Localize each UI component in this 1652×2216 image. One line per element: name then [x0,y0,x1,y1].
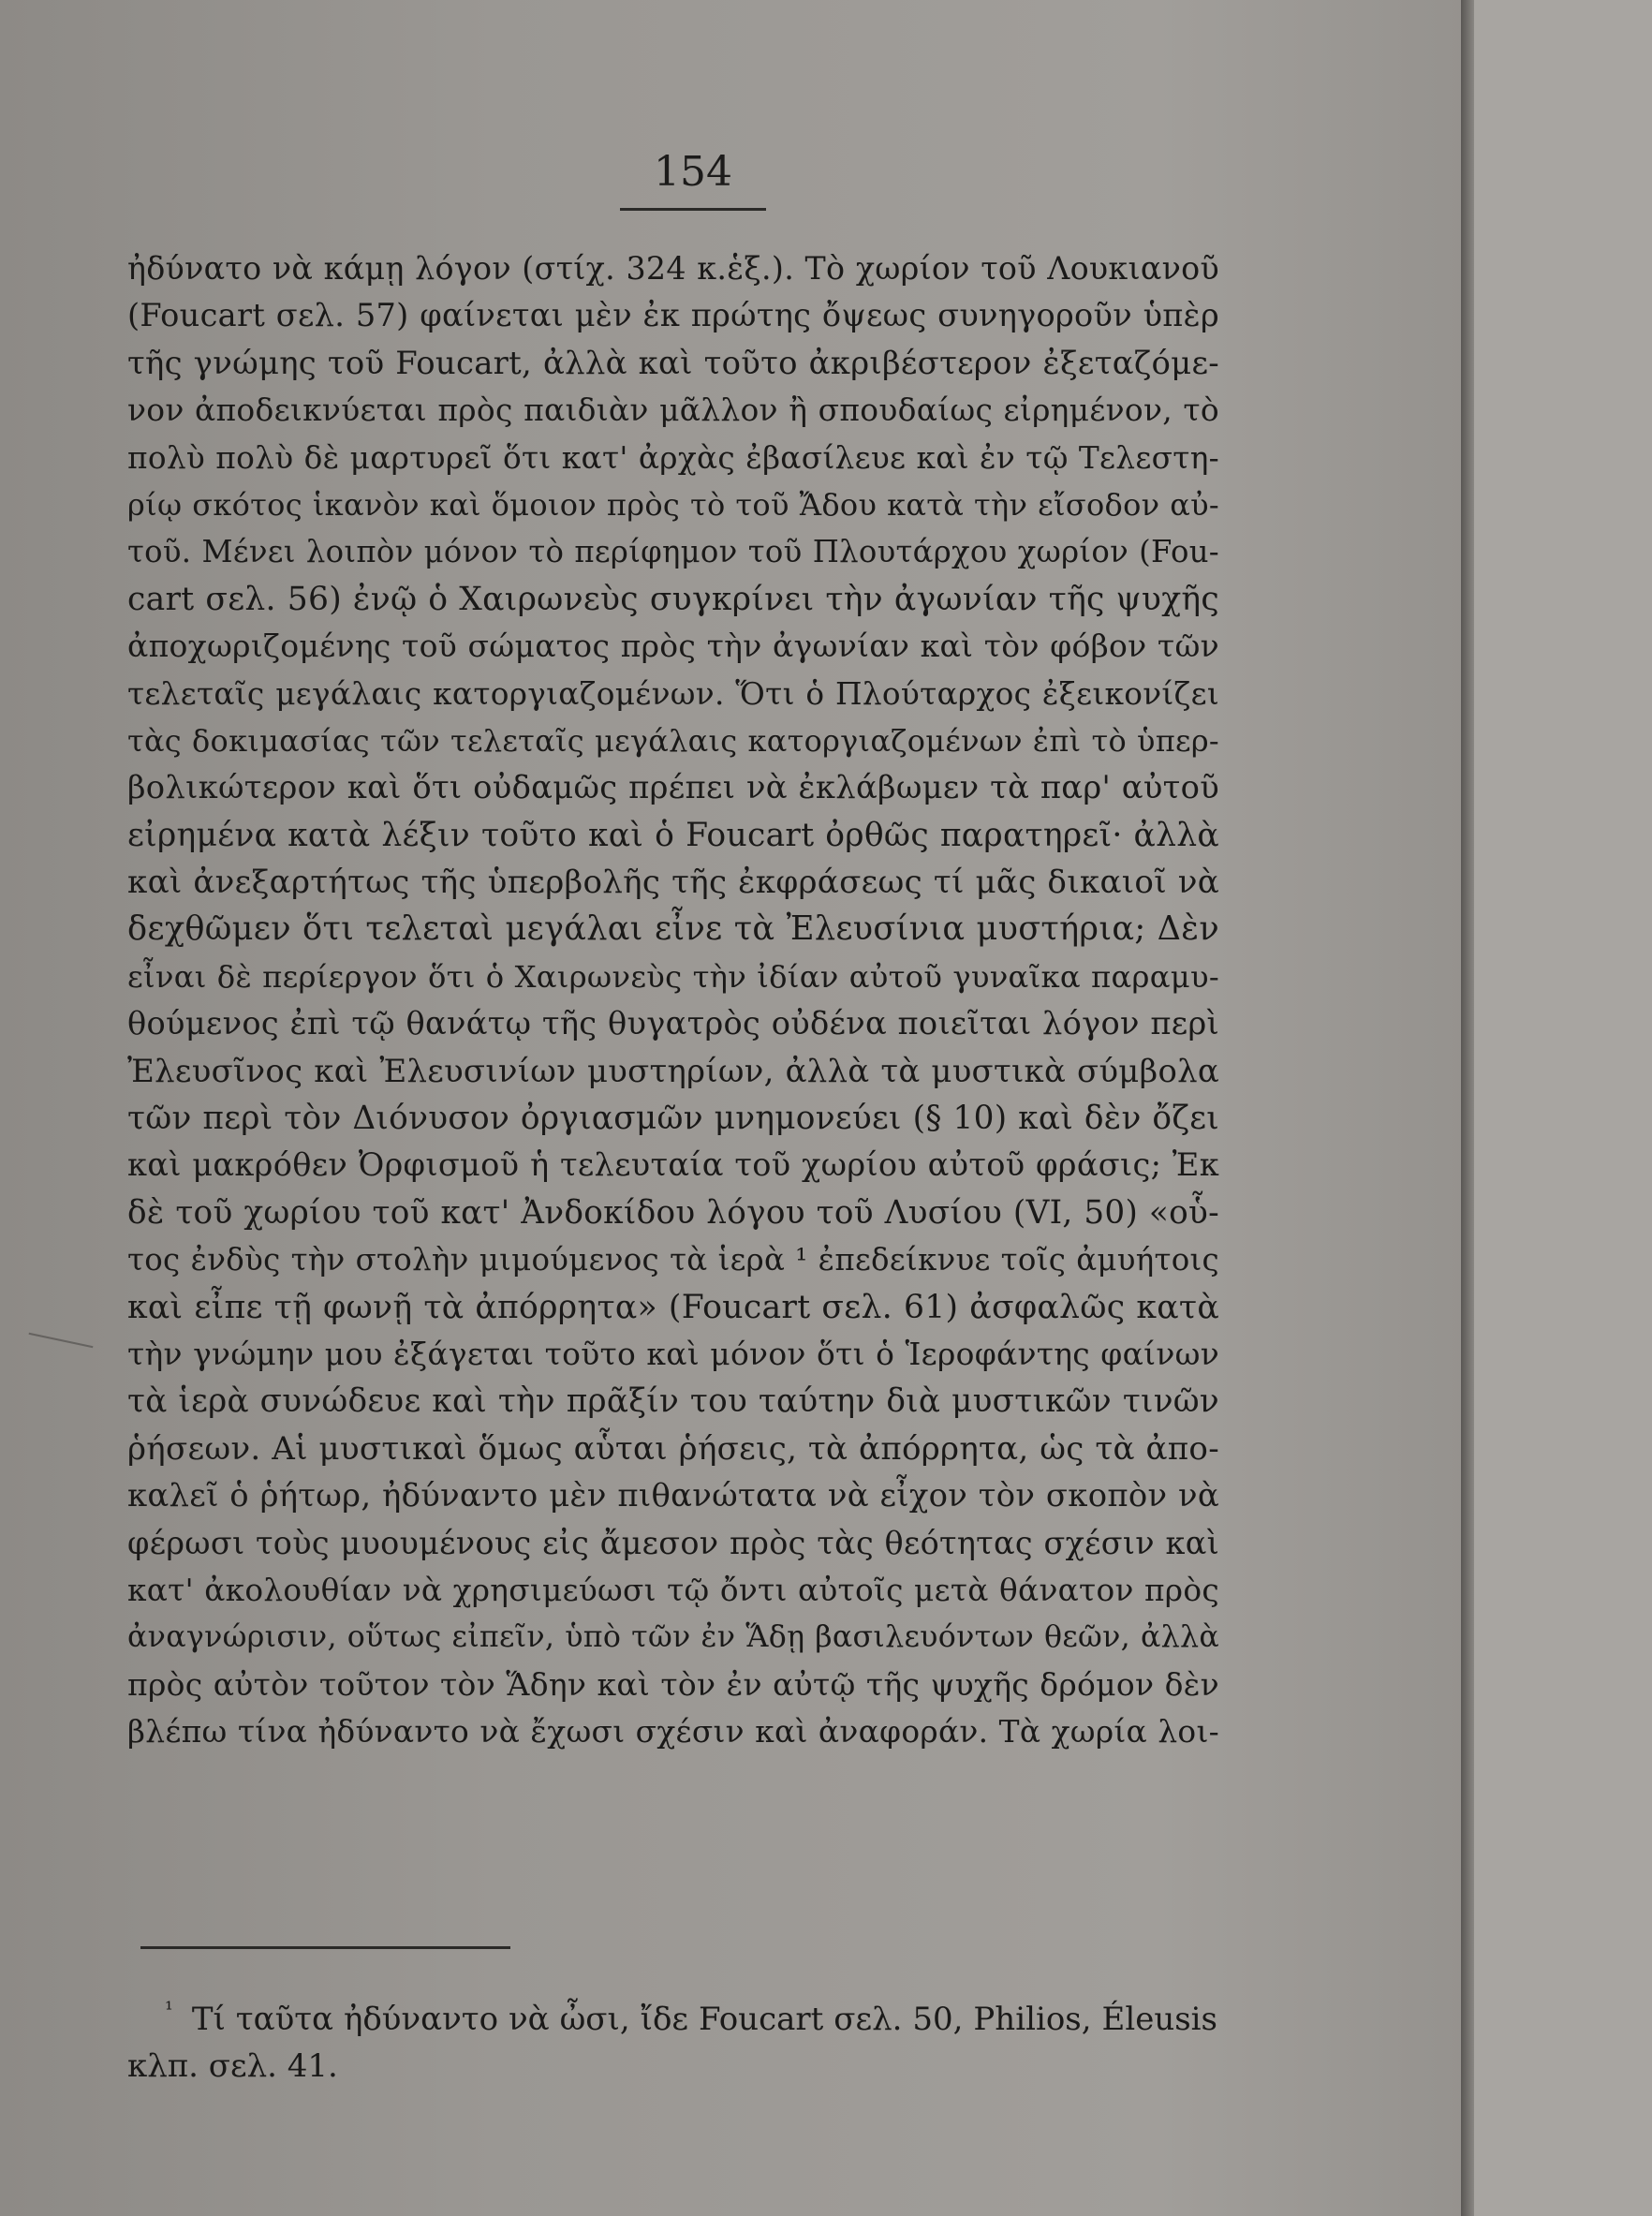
text-line: τοῦ. Μένει λοιπὸν μόνον τὸ περίφημον τοῦ Πλουτάρχου χωρίον (Fou- [127,534,1219,570]
text-line: τὰς δοκιμασίας τῶν τελεταῖς μεγάλαις κατοργιαζομένων ἐπὶ τὸ ὑπερ- [127,722,1219,759]
text-line: ἠδύνατο νὰ κάμῃ λόγον (στίχ. 324 κ.ἑξ.). Τὸ χωρίον τοῦ Λουκιανοῦ [127,250,1219,287]
text-line: πρὸς αὐτὸν τοῦτον τὸν Ἅδην καὶ τὸν ἐν αὐτῷ τῆς ψυχῆς δρόμον δὲν [127,1665,1219,1703]
text-line: φέρωσι τοὺς μυουμένους εἰς ἄμεσον πρὸς τὰς θεότητας σχέσιν καὶ [127,1524,1219,1561]
text-line: εἶναι δὲ περίεργον ὅτι ὁ Χαιρωνεὺς τὴν ἰδίαν αὐτοῦ γυναῖκα παραμυ- [127,958,1219,995]
footnote-line-1 [165,1987,1217,2043]
margin-pencil-mark [29,1333,94,1349]
text-line: cart σελ. 56) ἐνῷ ὁ Χαιρωνεὺς συγκρίνει τὴν ἀγωνίαν τῆς ψυχῆς [127,580,1219,618]
text-line: πολὺ πολὺ δὲ μαρτυρεῖ ὅτι κατ' ἀρχὰς ἐβασίλευε καὶ ἐν τῷ Τελεστη- [127,439,1219,476]
page-number: 154 [654,148,732,196]
text-line: θούμενος ἐπὶ τῷ θανάτῳ τῆς θυγατρὸς οὐδένα ποιεῖται λόγον περὶ [127,1005,1219,1042]
text-line: βολικώτερον καὶ ὅτι οὐδαμῶς πρέπει νὰ ἐκλάβωμεν τὰ παρ' αὐτοῦ [127,769,1219,806]
text-line: ῥήσεων. Αἱ μυστικαὶ ὅμως αὗται ῥήσεις, τὰ ἀπόρρητα, ὡς τὰ ἀπο- [127,1429,1219,1468]
text-line: Ἐλευσῖνος καὶ Ἐλευσινίων μυστηρίων, ἀλλὰ τὰ μυστικὰ σύμβολα [127,1052,1219,1089]
footnote-marker: ¹ [165,1999,173,2022]
text-line: κατ' ἀκολουθίαν νὰ χρησιμεύωσι τῷ ὄντι αὐτοῖς μετὰ θάνατον πρὸς [127,1572,1219,1608]
footnote-text-1: Τί ταῦτα ἠδύναντο νὰ ὦσι, ἴδε Foucart σελ. 50, Philios, Éleusis [191,2001,1217,2038]
text-line: καὶ εἶπε τῇ φωνῇ τὰ ἀπόρρητα» (Foucart σελ. 61) ἀσφαλῶς κατὰ [127,1288,1219,1326]
text-line: τελεταῖς μεγάλαις κατοργιαζομένων. Ὅτι ὁ Πλούταρχος ἐξεικονίζει [127,675,1219,712]
text-line: ἀναγνώρισιν, οὕτως εἰπεῖν, ὑπὸ τῶν ἐν Ἅδῃ βασιλευόντων θεῶν, ἀλλὰ [127,1620,1219,1655]
text-line: τὰ ἱερὰ συνώδευε καὶ τὴν πρᾶξίν του ταύτην διὰ μυστικῶν τινῶν [127,1382,1219,1421]
footnote [127,1987,1217,2090]
text-line: βλέπω τίνα ἠδύναντο νὰ ἔχωσι σχέσιν καὶ ἀναφοράν. Τὰ χωρία λοι- [127,1714,1219,1751]
text-line: καὶ ἀνεξαρτήτως τῆς ὑπερβολῆς τῆς ἐκφράσεως τί μᾶς δικαιοῖ νὰ [127,864,1219,902]
text-line: τὴν γνώμην μου ἐξάγεται τοῦτο καὶ μόνον ὅτι ὁ Ἱεροφάντης φαίνων [127,1335,1219,1372]
text-line: ἀποχωριζομένης τοῦ σώματος πρὸς τὴν ἀγωνίαν καὶ τὸν φόβον τῶν [127,628,1219,665]
book-gutter-shadow [1461,0,1474,2216]
text-line: νον ἀποδεικνύεται πρὸς παιδιὰν μᾶλλον ἢ σπουδαίως εἰρημένον, τὸ [127,391,1219,429]
text-line: τος ἐνδὺς τὴν στολὴν μιμούμενος τὰ ἱερὰ ¹ ἐπεδείκνυε τοῖς ἀμυήτοις [127,1242,1219,1278]
text-line: τῶν περὶ τὸν Διόνυσον ὀργιασμῶν μνημονεύει (§ 10) καὶ δὲν ὄζει [127,1100,1219,1138]
text-line: εἰρημένα κατὰ λέξιν τοῦτο καὶ ὁ Foucart ὀρθῶς παρατηρεῖ· ἀλλὰ [127,816,1219,854]
text-line: (Foucart σελ. 57) φαίνεται μὲν ἐκ πρώτης ὄψεως συνηγοροῦν ὑπὲρ [127,297,1219,334]
text-line: τῆς γνώμης τοῦ Foucart, ἀλλὰ καὶ τοῦτο ἀκριβέστερον ἐξεταζόμε- [127,344,1219,381]
text-line: δὲ τοῦ χωρίου τοῦ κατ' Ἀνδοκίδου λόγου τοῦ Λυσίου (VI, 50) «οὗ- [127,1193,1219,1232]
text-line: καὶ μακρόθεν Ὀρφισμοῦ ἡ τελευταία τοῦ χωρίου αὐτοῦ φράσις; Ἐκ [127,1146,1219,1184]
text-line: δεχθῶμεν ὅτι τελεταὶ μεγάλαι εἶνε τὰ Ἐλευσίνια μυστήρια; Δὲν [127,909,1219,949]
text-line: καλεῖ ὁ ῥήτωρ, ἠδύναντο μὲν πιθανώτατα νὰ εἶχον τὸν σκοπὸν νὰ [127,1477,1219,1514]
page-number-rule [620,208,766,211]
body-text [127,245,1219,1756]
footnote-rule [140,1946,510,1949]
footnote-line-2: κλπ. σελ. 41. [127,2047,338,2085]
text-line: ρίῳ σκότος ἱκανὸν καὶ ὅμοιον πρὸς τὸ τοῦ Ἄδου κατὰ τὴν εἴσοδον αὐ- [127,486,1219,523]
facing-page-edge [1474,0,1652,2216]
